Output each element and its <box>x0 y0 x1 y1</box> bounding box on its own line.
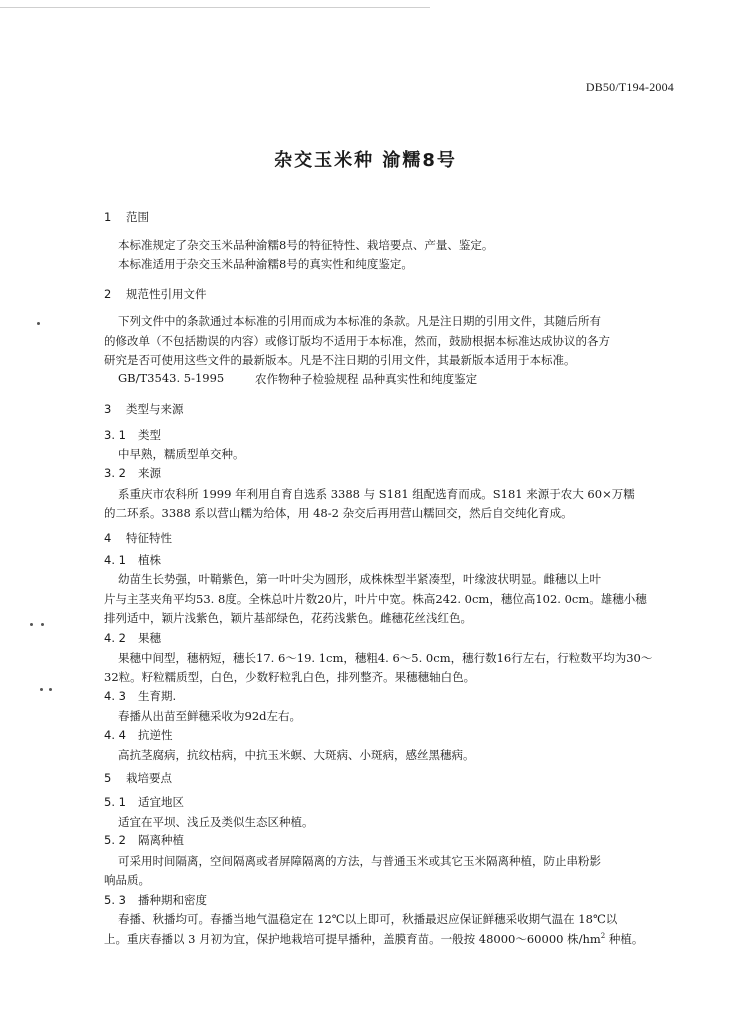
section-4-1-line-3: 排列适中，颖片浅紫色，颖片基部绿色，花药浅紫色。雌穗花丝浅红色。 <box>104 611 472 625</box>
section-4-4-heading: 4. 4 抗逆性 <box>104 728 173 742</box>
reference-standard-title: 农作物种子检验规程 品种真实性和纯度鉴定 <box>255 372 478 386</box>
section-3-2-line-1: 系重庆市农科所 1999 年利用自育自选系 3388 与 S181 组配选育而成。S181 来源于农大 60×万糯 <box>118 487 635 501</box>
section-2-line-2: 的修改单（不包括勘误的内容）或修订版均不适用于本标准，然而，鼓励根据本标准达成协议的各方 <box>104 334 610 348</box>
section-5-heading: 5 栽培要点 <box>104 771 172 785</box>
scan-speck <box>30 623 33 626</box>
section-2-line-1: 下列文件中的条款通过本标准的引用而成为本标准的条款。凡是注日期的引用文件，其随后所有 <box>118 314 601 328</box>
section-1-line-1: 本标准规定了杂交玉米品种渝糯8号的特征特性、栽培要点、产量、鉴定。 <box>118 238 494 252</box>
unit-superscript: 2 <box>600 932 606 940</box>
section-3-1-heading: 3. 1 类型 <box>104 428 161 442</box>
section-3-2-line-2: 的二环系。3388 系以营山糯为给体，用 48-2 杂交后再用营山糯回交，然后自交纯化育成。 <box>104 506 573 520</box>
section-4-3-line-1: 春播从出苗至鲜穗采收为92d左右。 <box>118 709 301 723</box>
section-5-3-line-2: 上。重庆春播以 3 月初为宜，保护地栽培可提早播种，盖膜育苗。一般按 48000～60000 株$/hm^2$ 种植。 <box>104 932 644 946</box>
section-4-heading: 4 特征特性 <box>104 531 172 545</box>
scan-speck <box>41 623 44 626</box>
section-1-line-2: 本标准适用于杂交玉米品种渝糯8号的真实性和纯度鉴定。 <box>118 257 413 271</box>
section-3-heading: 3 类型与来源 <box>104 402 184 416</box>
section-5-2-line-1: 可采用时间隔离，空间隔离或者屏障隔离的方法，与普通玉米或其它玉米隔离种植，防止串粉影 <box>118 854 601 868</box>
section-4-2-heading: 4. 2 果穗 <box>104 631 161 645</box>
section-4-4-line-1: 高抗茎腐病，抗纹枯病，中抗玉米螟、大斑病、小斑病，感丝黑穗病。 <box>118 748 475 762</box>
scan-edge-line <box>0 7 430 8</box>
section-4-3-heading: 4. 3 生育期. <box>104 689 177 703</box>
section-2-heading: 2 规范性引用文件 <box>104 287 207 301</box>
section-1-heading: 1 范围 <box>104 210 149 224</box>
document-code: DB50/T194-2004 <box>585 80 674 94</box>
section-5-3-line-1: 春播、秋播均可。春播当地气温稳定在 12℃以上即可，秋播最迟应保证鲜穗采收期气温在 18℃以 <box>118 912 618 926</box>
section-4-2-line-2: 32粒。籽粒糯质型，白色，少数籽粒乳白色，排列整齐。果穗穗轴白色。 <box>104 670 476 684</box>
section-3-1-line-1: 中早熟，糯质型单交种。 <box>118 447 245 461</box>
section-5-1-heading: 5. 1 适宜地区 <box>104 795 184 809</box>
section-5-2-heading: 5. 2 隔离种植 <box>104 833 184 847</box>
section-4-1-line-2: 片与主茎夹角平均53. 8度。全株总叶片数20片，叶片中宽。株高242. 0cm，穗位高102. 0cm。雄穗小穗 <box>104 592 647 606</box>
section-5-1-line-1: 适宜在平坝、浅丘及类似生态区种植。 <box>118 815 314 829</box>
section-5-3-heading: 5. 3 播种期和密度 <box>104 893 207 907</box>
document-title: 杂交玉米种 渝糯8号 <box>274 150 457 171</box>
section-4-1-heading: 4. 1 植株 <box>104 553 161 567</box>
section-3-2-heading: 3. 2 来源 <box>104 466 161 480</box>
section-2-line-3: 研究是否可使用这些文件的最新版本。凡是不注日期的引用文件，其最新版本适用于本标准。 <box>104 353 576 367</box>
section-4-1-line-1: 幼苗生长势强，叶鞘紫色，第一叶叶尖为圆形，成株株型半紧凑型，叶缘波状明显。雌穗以上叶 <box>118 572 601 586</box>
section-5-2-line-2: 响品质。 <box>104 873 150 887</box>
reference-standard-code: GB/T3543. 5-1995 <box>118 371 225 385</box>
scan-speck <box>49 688 52 691</box>
section-4-2-line-1: 果穗中间型，穗柄短，穗长17. 6～19. 1cm，穗粗4. 6～5. 0cm，穗行数16行左右，行粒数平均为30～ <box>118 651 653 665</box>
scan-speck <box>40 688 43 691</box>
scan-speck <box>37 322 40 325</box>
